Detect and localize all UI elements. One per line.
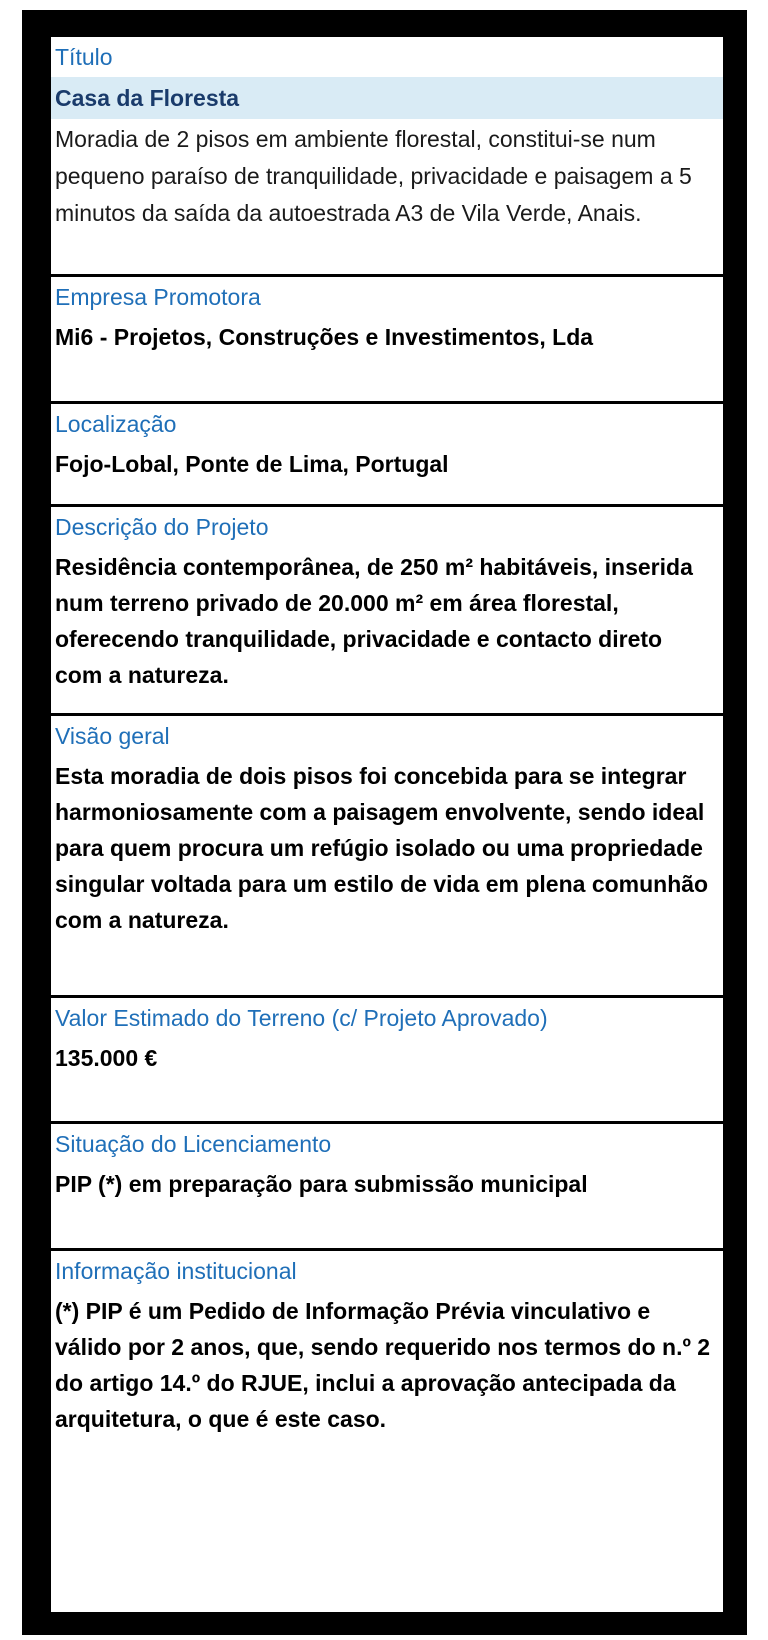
institutional-info-value: (*) PIP é um Pedido de Informação Prévia vinculativo e válido por 2 anos, que, sendo requerido nos termos do n.º 2 do artigo 14.º do RJUE, inclui a aprovação antecipada da arquitetura, o que é este caso. bbox=[55, 1298, 711, 1432]
institutional-info-label: Informação institucional bbox=[55, 1258, 297, 1284]
land-value-amount: 135.000 € bbox=[55, 1045, 158, 1071]
licensing-value: PIP (*) em preparação para submissão municipal bbox=[55, 1171, 588, 1197]
section-title bbox=[51, 37, 723, 277]
overview-value: Esta moradia de dois pisos foi concebida para se integrar harmoniosamente com a paisagem envolvente, sendo ideal para quem procura um refúgio isolado ou uma propriedade singular voltada para um estilo de vida em plena comunhão com a natureza. bbox=[55, 763, 709, 933]
location-value: Fojo-Lobal, Ponte de Lima, Portugal bbox=[55, 451, 449, 477]
section-land-value bbox=[51, 998, 723, 1124]
section-promoter bbox=[51, 277, 723, 404]
description-value: Residência contemporânea, de 250 m² habitáveis, inserida num terreno privado de 20.000 m² em área florestal, oferecendo tranquilidade, privacidade e contacto direto com a natureza. bbox=[55, 554, 693, 688]
section-description bbox=[51, 507, 723, 716]
promoter-value: Mi6 - Projetos, Construções e Investimentos, Lda bbox=[55, 324, 594, 350]
project-title: Casa da Floresta bbox=[51, 77, 723, 119]
description-label: Descrição do Projeto bbox=[55, 514, 269, 540]
section-licensing bbox=[51, 1124, 723, 1251]
section-location bbox=[51, 404, 723, 507]
overview-label: Visão geral bbox=[55, 723, 170, 749]
info-sheet bbox=[51, 37, 723, 1612]
section-institutional-info bbox=[51, 1251, 723, 1612]
promoter-label: Empresa Promotora bbox=[55, 284, 261, 310]
land-value-label: Valor Estimado do Terreno (c/ Projeto Aprovado) bbox=[55, 1005, 548, 1031]
location-label: Localização bbox=[55, 411, 177, 437]
section-overview bbox=[51, 716, 723, 998]
title-label: Título bbox=[55, 44, 113, 70]
project-summary: Moradia de 2 pisos em ambiente florestal, constitui-se num pequeno paraíso de tranquilidade, privacidade e paisagem a 5 minutos da saída da autoestrada A3 de Vila Verde, Anais. bbox=[55, 126, 692, 226]
licensing-label: Situação do Licenciamento bbox=[55, 1131, 332, 1157]
